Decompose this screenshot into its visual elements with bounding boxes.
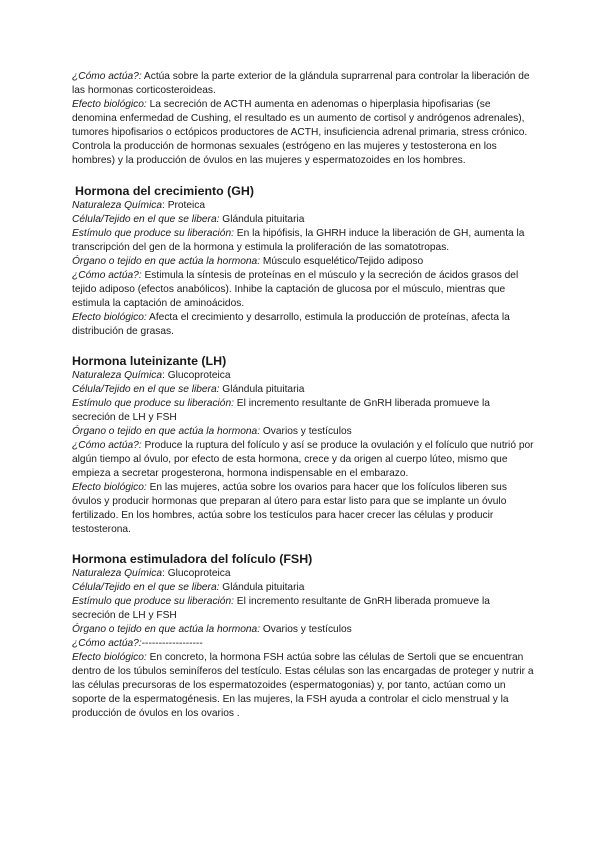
lh-naturaleza	[72, 369, 534, 383]
fsh-efecto-biologico	[72, 651, 534, 721]
field-value: Glándula pituitaria	[219, 384, 305, 395]
field-value: En la hipófisis, la GHRH induce la liberación de GH, aumenta la transcripción del gen de la hormona y estimula la proliferación de las somatotropas.	[72, 228, 525, 253]
field-label: ¿Cómo actúa?:	[72, 638, 142, 649]
section-gh	[72, 199, 534, 339]
field-label: Naturaleza Química	[72, 200, 163, 211]
field-label: Célula/Tejido en el que se libera:	[72, 384, 220, 395]
field-value: En concreto, la hormona FSH actúa sobre las células de Sertoli que se encuentran dentro de los túbulos seminíferos del testículo. Estas células son las encargadas de proteger y nutrir a las células precursoras de los espermatozoides (espermatogonias) y, por tanto, actúan como un soporte de la espermatogénesis. En las mujeres, la FSH ayuda a controlar el ciclo menstrual y la producción de óvulos en los ovarios .	[72, 652, 534, 719]
gh-estimulo	[72, 227, 534, 255]
section-fsh	[72, 567, 534, 721]
field-label: Naturaleza Química	[72, 370, 163, 381]
fsh-naturaleza	[72, 567, 534, 581]
field-label: Estímulo que produce su liberación:	[72, 596, 234, 607]
field-value: Glándula pituitaria	[219, 582, 305, 593]
field-label: Efecto biológico:	[72, 99, 147, 110]
lh-como-actua	[72, 439, 534, 481]
acth-como-actua	[72, 70, 534, 98]
section-lh	[72, 369, 534, 537]
field-value: : Proteica	[162, 200, 206, 211]
acth-efecto-biologico	[72, 98, 534, 168]
field-value: El incremento resultante de GnRH liberada promueve la secreción de LH y FSH	[72, 596, 490, 621]
lh-efecto-biologico	[72, 481, 534, 537]
field-label: ¿Cómo actúa?:	[72, 440, 142, 451]
field-value: Ovarios y testículos	[260, 426, 352, 437]
lh-organo	[72, 425, 534, 439]
field-label: Estímulo que produce su liberación:	[72, 398, 234, 409]
field-label: Efecto biológico:	[72, 482, 147, 493]
field-value: Glándula pituitaria	[219, 214, 305, 225]
section-title-gh: Hormona del crecimiento (GH)	[75, 184, 255, 198]
fsh-organo	[72, 623, 534, 637]
fsh-como-actua	[72, 637, 534, 651]
section-acth	[72, 70, 534, 168]
gh-efecto-biologico	[72, 311, 534, 339]
field-value: Afecta el crecimiento y desarrollo, estimula la producción de proteínas, afecta la distribución de grasas.	[72, 312, 510, 337]
field-label: Célula/Tejido en el que se libera:	[72, 214, 220, 225]
lh-estimulo	[72, 397, 534, 425]
gh-como-actua	[72, 269, 534, 311]
field-value: Ovarios y testículos	[260, 624, 352, 635]
field-value: : Glucoproteica	[162, 568, 231, 579]
field-label: Órgano o tejido en que actúa la hormona:	[72, 426, 261, 437]
field-label: Efecto biológico:	[72, 312, 147, 323]
field-label: Órgano o tejido en que actúa la hormona:	[72, 624, 261, 635]
gh-naturaleza	[72, 199, 534, 213]
section-title-fsh: Hormona estimuladora del folículo (FSH)	[72, 552, 313, 566]
gh-organo	[72, 255, 534, 269]
field-value: En las mujeres, actúa sobre los ovarios para hacer que los folículos liberen sus óvulos y producir hormonas que preparan al útero para estar listo para que se implante un óvulo fertilizado. En los hombres, actúa sobre los testículos para hacer crecer las células y producir testosterona.	[72, 482, 507, 535]
field-label: Órgano o tejido en que actúa la hormona:	[72, 256, 261, 267]
field-label: ¿Cómo actúa?:	[72, 71, 142, 82]
section-title-lh: Hormona luteinizante (LH)	[72, 354, 227, 368]
fsh-celula	[72, 581, 534, 595]
field-label: Célula/Tejido en el que se libera:	[72, 582, 220, 593]
field-value: Músculo esquelético/Tejido adiposo	[260, 256, 424, 267]
field-value: Actúa sobre la parte exterior de la glándula suprarrenal para controlar la liberación de las hormonas corticosteroideas.	[72, 71, 530, 96]
field-value: El incremento resultante de GnRH liberada promueve la secreción de LH y FSH	[72, 398, 490, 423]
field-label: Naturaleza Química	[72, 568, 163, 579]
lh-celula	[72, 383, 534, 397]
field-value: Produce la ruptura del folículo y así se produce la ovulación y el folículo que nutrió por algún tiempo al óvulo, por efecto de esta hormona, crece y da origen al cuerpo lúteo, mismo que empieza a secretar progesterona, hormona indispensable en el embarazo.	[72, 440, 534, 479]
field-value: La secreción de ACTH aumenta en adenomas o hiperplasia hipofisarias (se denomina enfermedad de Cushing, el resultado es un aumento de cortisol y andrógenos adrenales), tumores hipofisarios o ectópicos productores de ACTH, insuficiencia adrenal primaria, stress crónico. Controla la producción de hormonas sexuales (estrógeno en las mujeres y testosterona en los hombres) y la producción de óvulos en las mujeres y espermatozoides en los hombres.	[72, 99, 528, 166]
field-label: ¿Cómo actúa?:	[72, 270, 142, 281]
field-value: : Glucoproteica	[162, 370, 231, 381]
field-value: ------------------	[141, 638, 203, 649]
gh-celula	[72, 213, 534, 227]
field-label: Efecto biológico:	[72, 652, 147, 663]
document-body	[72, 70, 534, 721]
field-value: Estimula la síntesis de proteínas en el músculo y la secreción de ácidos grasos del tejido adiposo (efectos anabólicos). Inhibe la captación de glucosa por el músculo, mientras que estimula la captación de aminoácidos.	[72, 270, 519, 309]
fsh-estimulo	[72, 595, 534, 623]
field-label: Estímulo que produce su liberación:	[72, 228, 234, 239]
